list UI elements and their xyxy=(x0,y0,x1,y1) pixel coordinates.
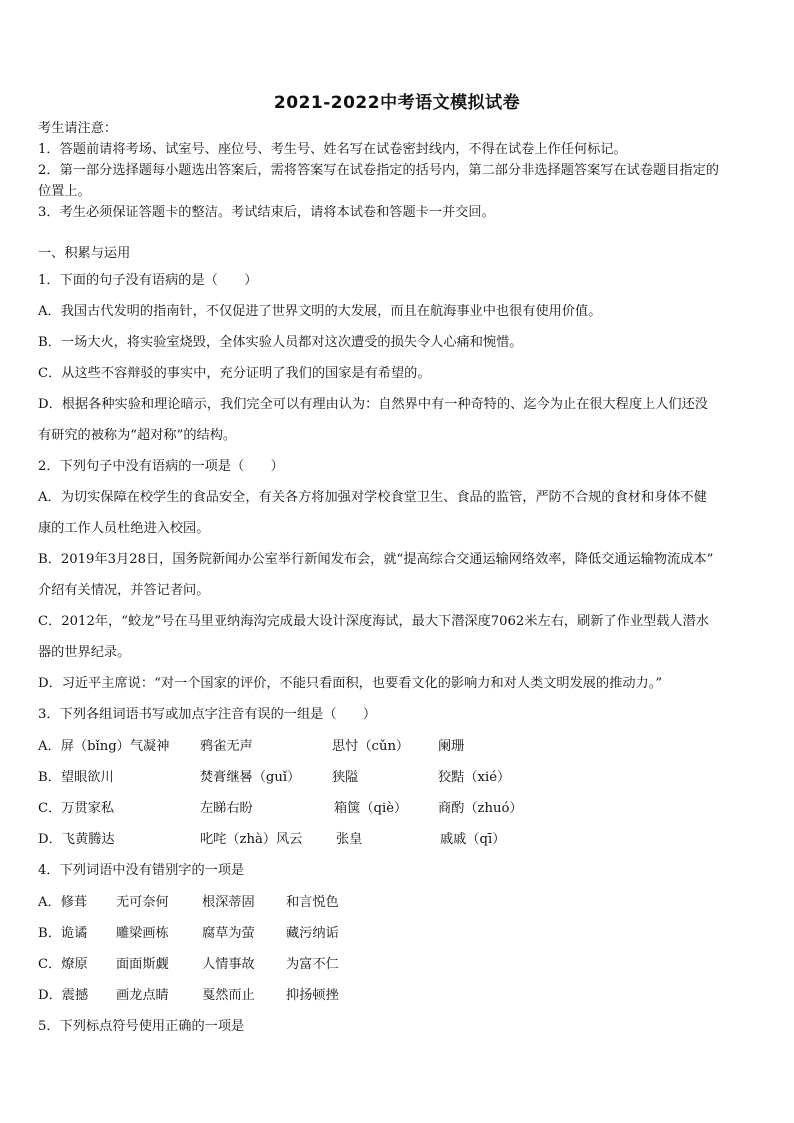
q4-c-word-1: C．燎原 xyxy=(38,957,88,972)
q3-a-word-4: 阑珊 xyxy=(438,739,465,754)
q4-c-word-2: 面面斯觑 xyxy=(116,957,169,972)
q4-a-word-2: 无可奈何 xyxy=(116,895,169,910)
notice-item-2: 2．第一部分选择题每小题选出答案后，需将答案写在试卷指定的括号内，第二部分非选择题答案写在试卷题目指定的 xyxy=(38,163,719,178)
notice-item-3: 3．考生必须保证答题卡的整洁。考试结束后，请将本试卷和答题卡一并交回。 xyxy=(38,205,495,220)
q3-b-word-3: 狭隘 xyxy=(332,770,359,785)
q3-c-word-1: C．万贯家私 xyxy=(38,801,115,816)
q4-d-word-2: 画龙点睛 xyxy=(116,988,169,1003)
q4-d-word-3: 戛然而止 xyxy=(202,988,255,1003)
q1-option-d-cont: 有研究的被称为“超对称”的结构。 xyxy=(38,428,237,443)
q1-option-c: C．从这些不容辩驳的事实中，充分证明了我们的国家是有希望的。 xyxy=(38,366,431,381)
q3-a-word-3: 思忖（cǔn） xyxy=(332,739,410,754)
q3-d-word-2: 叱咤（zhà）风云 xyxy=(200,832,303,847)
q2-option-b: B．2019年3月28日，国务院新闻办公室举行新闻发布会，就“提高综合交通运输网络效率，降低交通运输物流成本” xyxy=(38,552,714,567)
q4-d-word-4: 抑扬顿挫 xyxy=(286,988,339,1003)
q4-b-word-1: B．诡谲 xyxy=(38,926,88,941)
q1-option-d: D．根据各种实验和理论暗示，我们完全可以有理由认为：自然界中有一种奇特的、迄今为止在很大程度上人们还没 xyxy=(38,397,708,412)
q1-option-a: A．我国古代发明的指南针，不仅促进了世界文明的大发展，而且在航海事业中也很有使用价值。 xyxy=(38,304,602,319)
notice-heading: 考生请注意： xyxy=(38,121,118,136)
q4-c-word-4: 为富不仁 xyxy=(286,957,339,972)
q4-stem: 4．下列词语中没有错别字的一项是 xyxy=(38,863,245,878)
q2-option-c-cont: 器的世界纪录。 xyxy=(38,645,131,660)
q4-b-word-4: 藏污纳诟 xyxy=(286,926,339,941)
q4-d-word-1: D．震撼 xyxy=(38,988,89,1003)
q3-d-word-4: 戚戚（qī） xyxy=(440,832,506,847)
q5-stem: 5．下列标点符号使用正确的一项是 xyxy=(38,1019,245,1034)
q3-d-word-3: 张皇 xyxy=(336,832,363,847)
q3-d-word-1: D．飞黄腾达 xyxy=(38,832,115,847)
q3-c-word-3: 箱箧（qiè） xyxy=(334,801,408,816)
section-heading: 一、积累与运用 xyxy=(38,246,131,261)
q3-a-word-1: A．屏（bǐng）气凝神 xyxy=(38,739,170,754)
q4-c-word-3: 人情事故 xyxy=(202,957,255,972)
q2-option-a-cont: 康的工作人员杜绝进入校园。 xyxy=(38,521,210,536)
q2-option-d: D．习近平主席说：“对一个国家的评价，不能只看面积，也要看文化的影响力和对人类文明发展的推动力。” xyxy=(38,676,663,691)
q3-b-word-1: B．望眼欲川 xyxy=(38,770,114,785)
q4-a-word-3: 根深蒂固 xyxy=(202,895,255,910)
notice-item-1: 1．答题前请将考场、试室号、座位号、考生号、姓名写在试卷密封线内，不得在试卷上作任何标记。 xyxy=(38,142,627,157)
q4-a-word-1: A．修葺 xyxy=(38,895,88,910)
q3-c-word-4: 商酌（zhuó） xyxy=(438,801,523,816)
q4-a-word-4: 和言悦色 xyxy=(286,895,339,910)
q4-b-word-3: 腐草为萤 xyxy=(202,926,255,941)
notice-item-2-cont: 位置上。 xyxy=(38,184,91,199)
q3-a-word-2: 鸦雀无声 xyxy=(200,739,253,754)
q3-stem: 3．下列各组词语书写或加点字注音有误的一组是（ ） xyxy=(38,707,377,722)
page-title: 2021-2022中考语文模拟试卷 xyxy=(273,93,521,113)
q3-b-word-4: 狡黠（xié） xyxy=(438,770,511,785)
q2-option-b-cont: 介绍有关情况，并答记者问。 xyxy=(38,583,210,598)
q2-option-c: C．2012年，“蛟龙”号在马里亚纳海沟完成最大设计深度海试，最大下潜深度7062米左右，刷新了作业型载人潜水 xyxy=(38,614,709,629)
q3-c-word-2: 左睇右盼 xyxy=(200,801,253,816)
q1-option-b: B．一场大火，将实验室烧毁，全体实验人员都对这次遭受的损失令人心痛和惋惜。 xyxy=(38,335,523,350)
q4-b-word-2: 雕梁画栋 xyxy=(116,926,169,941)
q2-option-a: A．为切实保障在校学生的食品安全，有关各方将加强对学校食堂卫生、食品的监管，严防不合规的食材和身体不健 xyxy=(38,490,707,505)
q2-stem: 2．下列句子中没有语病的一项是（ ） xyxy=(38,459,284,474)
q3-b-word-2: 焚膏继晷（guǐ） xyxy=(200,770,301,785)
q1-stem: 1．下面的句子没有语病的是（ ） xyxy=(38,273,258,288)
